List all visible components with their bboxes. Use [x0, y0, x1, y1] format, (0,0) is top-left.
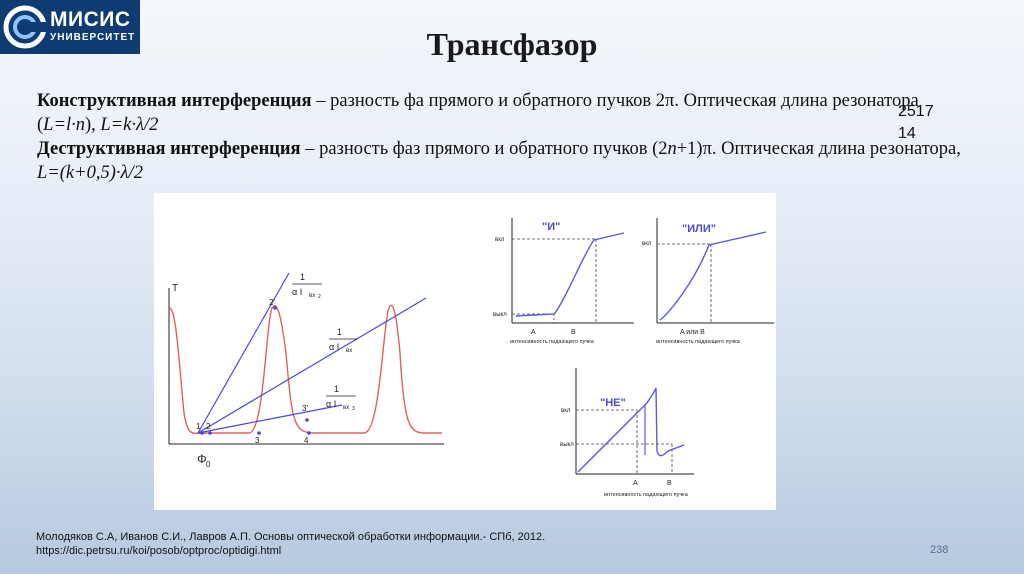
- not-y-low: выкл: [560, 442, 574, 448]
- or-curve: [660, 232, 766, 320]
- destructive-text: – разность фаз прямого и обратного пучков (2: [300, 139, 668, 159]
- ivx2-sub: вх: [309, 293, 316, 299]
- point-4: [307, 431, 311, 435]
- and-title: "И": [542, 221, 561, 233]
- not-graph: [560, 368, 694, 498]
- ivx2-one: 1: [300, 272, 306, 282]
- n-variable: n: [667, 139, 677, 159]
- not-a-label: A: [633, 480, 638, 487]
- not-b-label: B: [667, 480, 672, 487]
- constructive-term: Конструктивная интерференция: [37, 91, 312, 111]
- left-x-sub: 0: [206, 460, 211, 469]
- line-ivx: [198, 298, 426, 433]
- and-b-label: B: [571, 329, 576, 336]
- label-point-2: 2: [206, 422, 211, 431]
- or-title: "ИЛИ": [682, 223, 716, 235]
- ivx-alpha: α I: [329, 342, 340, 352]
- destructive-paragraph: [37, 137, 967, 185]
- reference: [36, 530, 545, 558]
- ivx3-alpha: α I: [326, 399, 337, 409]
- left-y-label: T: [172, 283, 179, 294]
- formula-separator: ),: [84, 115, 101, 135]
- slide-body: [37, 89, 967, 185]
- or-x-mark: A или B: [680, 329, 705, 336]
- left-graph: [169, 272, 444, 469]
- and-y-high: вкл: [495, 237, 505, 243]
- label-point-2-prime: 2': [269, 298, 275, 307]
- line-ivx3: [198, 405, 342, 433]
- and-x-axis-label: интенсивность падающего пучка: [510, 339, 594, 345]
- figure-panel: [154, 193, 776, 510]
- or-x-axis-label: интенсивность падающего пучка: [656, 339, 740, 345]
- side-number-1: 2517: [898, 103, 934, 120]
- or-graph: [642, 218, 774, 345]
- left-x-label: Φ: [197, 452, 207, 466]
- side-number-2: 14: [898, 125, 916, 142]
- destructive-term: Деструктивная интерференция: [37, 139, 301, 159]
- formula-l-k-lambda: L=k·λ/2: [100, 115, 159, 135]
- slide-title: Трансфазор: [426, 26, 598, 62]
- not-title: "НЕ": [600, 397, 626, 409]
- side-number: [898, 101, 934, 145]
- ivx-sub: вх: [346, 348, 353, 354]
- destructive-text-2: +1)π. Оптическая длина резонатора,: [676, 139, 961, 159]
- label-point-4: 4: [304, 436, 309, 445]
- and-graph: [493, 218, 634, 345]
- not-curve: [578, 388, 684, 472]
- not-x-axis-label: интенсивность падающего пучка: [604, 492, 688, 498]
- transphasor-figure: [154, 193, 776, 510]
- line-ivx2: [198, 273, 289, 433]
- logo-sub-text: УНИВЕРСИТЕТ: [50, 32, 136, 43]
- formula-l-ln: L=l·n: [43, 115, 85, 135]
- formula-destructive: L=(k+0,5)·λ/2: [37, 163, 143, 183]
- ivx3-sub: вх: [343, 405, 350, 411]
- constructive-paragraph: [37, 89, 967, 137]
- ivx2-alpha: α I: [292, 287, 303, 297]
- or-y-high: вкл: [642, 241, 652, 247]
- and-curve: [516, 233, 624, 316]
- point-3: [257, 431, 261, 435]
- reference-link[interactable]: https://dic.petrsu.ru/koi/posob/optproc/optidigi.html: [36, 545, 282, 557]
- label-point-3: 3: [255, 436, 260, 445]
- reference-line-1: Молодяков С.А, Иванов С.И., Лавров А.П. Основы оптической обработки информации.- СПб, 2012.: [36, 531, 546, 543]
- constructive-text: – разность фа прямого и обратного пучков 2π. Оптическая длина резонатора (: [37, 91, 919, 135]
- point-1: [200, 431, 204, 435]
- ivx2-sub-index: 2: [318, 294, 321, 300]
- logo-main-text: МИСИС: [50, 8, 131, 31]
- label-point-1: 1: [196, 422, 201, 431]
- and-y-low: выкл: [493, 312, 507, 318]
- page-number: 238: [930, 544, 949, 556]
- ivx3-sub-index: 3: [352, 406, 355, 412]
- ivx-one: 1: [337, 327, 343, 337]
- point-3-prime: [305, 418, 309, 422]
- label-point-3-prime: 3': [302, 404, 308, 413]
- ivx3-one: 1: [334, 384, 340, 394]
- and-a-label: A: [531, 329, 536, 336]
- not-y-high: вкл: [561, 408, 571, 414]
- point-2: [208, 431, 212, 435]
